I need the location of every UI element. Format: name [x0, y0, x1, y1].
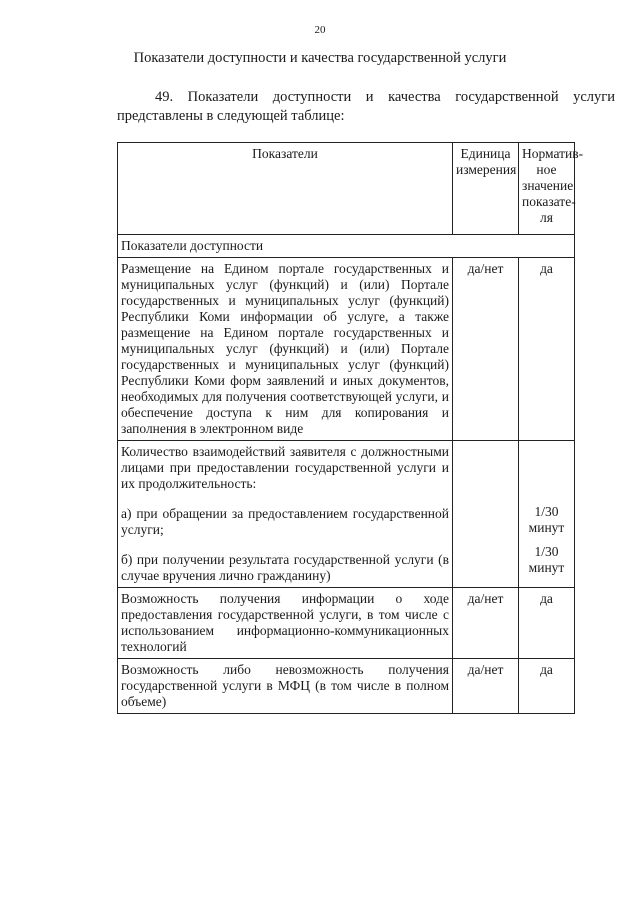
row-text: Размещение на Едином портале государственных и муниципальных услуг (функций) и (или) Портале государственных и муниципальных услуг (функций) Республики Коми информации об услуге, а также размещение на Едином портале государственных и муниципальных услуг (функций) и (или) Портале государственных и муниципальных услуг (функций) Республики Коми форм заявлений и иных документов, необходимых для получения соответствующей услуги, и обеспечение доступа к ним для копирования и заполнения в электронном виде [118, 258, 453, 441]
section-title: Показатели доступности и качества государственной услуги [133, 50, 507, 66]
header-norm-value: Нормативное значение показателя [519, 143, 575, 235]
header-indicators: Показатели [118, 143, 453, 235]
row-sub-b-value: 1/30 минут [528, 544, 565, 575]
table-row [118, 441, 575, 588]
spacer [121, 492, 449, 506]
table-group-row [118, 235, 575, 258]
row-text-compound [118, 441, 453, 588]
row-value: да [519, 659, 575, 714]
table-row [118, 258, 575, 441]
spacer [522, 536, 571, 544]
page-number: 20 [314, 24, 326, 36]
spacer [121, 538, 449, 552]
row-value: да [519, 258, 575, 441]
table-row [118, 659, 575, 714]
row-unit: да/нет [453, 588, 519, 659]
row-unit: да/нет [453, 659, 519, 714]
row-text: Возможность получения информации о ходе предоставления государственной услуги, в том числе с использованием информационно-коммуникационных технологий [118, 588, 453, 659]
header-unit: Единица измерения [453, 143, 519, 235]
row-sub-a: а) при обращении за предоставлением государственной услуги; [121, 506, 449, 537]
group-label: Показатели доступности [118, 235, 575, 258]
spacer [522, 444, 571, 504]
row-value-compound [519, 441, 575, 588]
row-text: Возможность либо невозможность получения государственной услуги в МФЦ (в том числе в полном объеме) [118, 659, 453, 714]
row-unit-empty [453, 441, 519, 588]
row-sub-b: б) при получении результата государственной услуги (в случае вручения лично гражданину) [121, 552, 449, 583]
intro-paragraph: 49. Показатели доступности и качества государственной услуги представлены в следующей таблице: [117, 89, 615, 124]
indicators-table [117, 142, 584, 714]
table-header-row [118, 143, 575, 235]
row-value: да [519, 588, 575, 659]
row-sub-a-value: 1/30 минут [528, 504, 565, 535]
table-row [118, 588, 575, 659]
row-unit: да/нет [453, 258, 519, 441]
row-text: Количество взаимодействий заявителя с должностными лицами при предоставлении государственной услуги и их продолжительность: [121, 444, 449, 491]
